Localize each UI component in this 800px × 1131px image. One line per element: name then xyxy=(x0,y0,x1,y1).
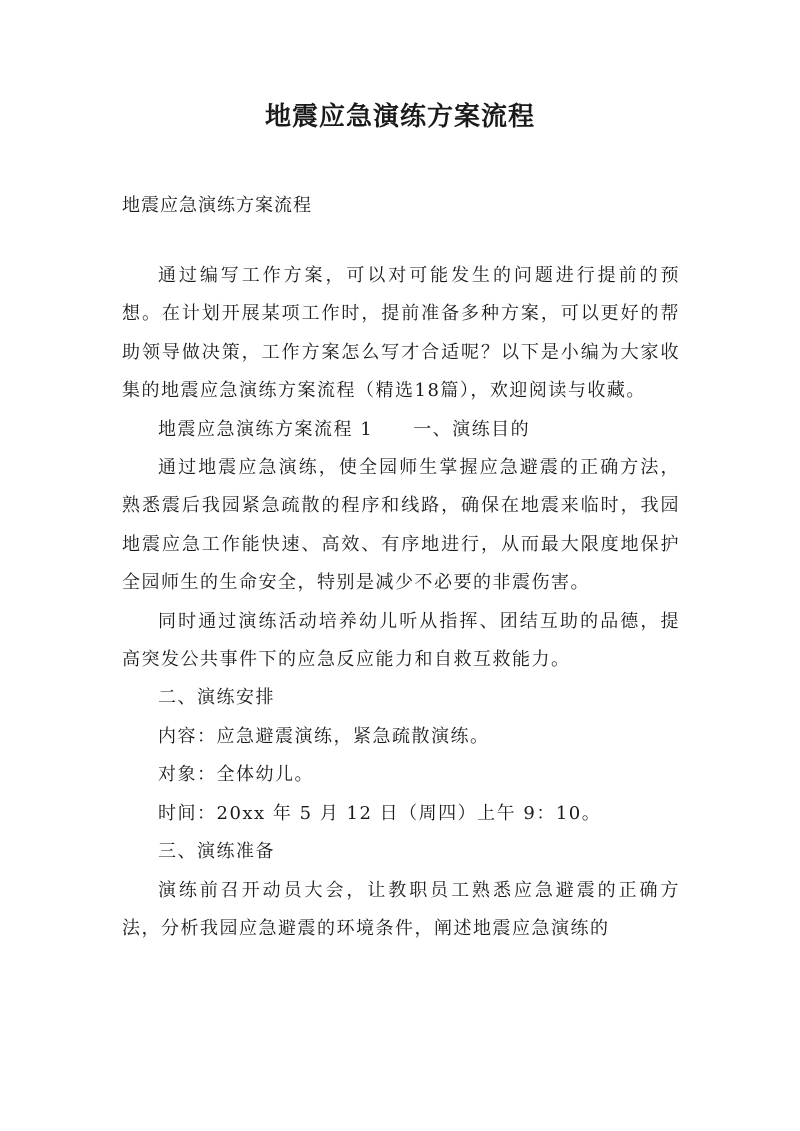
preparation-paragraph-1: 演练前召开动员大会，让教职员工熟悉应急避震的正确方法，分析我园应急避震的环境条件，阐述地震应急演练的 xyxy=(122,879,680,939)
document-body xyxy=(122,257,680,948)
preparation-heading: 三、演练准备 xyxy=(158,841,275,863)
section1-heading: 地震应急演练方案流程 1 xyxy=(158,418,374,440)
arrangement-target: 对象：全体幼儿。 xyxy=(158,764,314,786)
document-title: 地震应急演练方案流程 xyxy=(264,102,535,132)
document-subtitle: 地震应急演练方案流程 xyxy=(122,195,312,216)
arrangement-time: 时间：20xx 年 5 月 12 日（周四）上午 9：10。 xyxy=(158,802,602,824)
intro-paragraph: 通过编写工作方案，可以对可能发生的问题进行提前的预想。在计划开展某项工作时，提前准备多种方案，可以更好的帮助领导做决策，工作方案怎么写才合适呢？以下是小编为大家收集的地震应急演练方案流程（精选18篇），欢迎阅读与收藏。 xyxy=(122,265,680,402)
arrangement-heading: 二、演练安排 xyxy=(158,687,275,709)
section1-heading-line xyxy=(122,411,680,449)
purpose-paragraph-1: 通过地震应急演练，使全园师生掌握应急避震的正确方法，熟悉震后我园紧急疏散的程序和线路，确保在地震来临时，我园地震应急工作能快速、高效、有序地进行，从而最大限度地保护全园师生的生命安全，特别是减少不必要的非震伤害。 xyxy=(122,457,680,594)
purpose-heading: 一、演练目的 xyxy=(413,418,531,440)
arrangement-content: 内容：应急避震演练，紧急疏散演练。 xyxy=(158,725,490,747)
purpose-paragraph-2: 同时通过演练活动培养幼儿听从指挥、团结互助的品德，提高突发公共事件下的应急反应能力和自救互救能力。 xyxy=(122,610,680,671)
